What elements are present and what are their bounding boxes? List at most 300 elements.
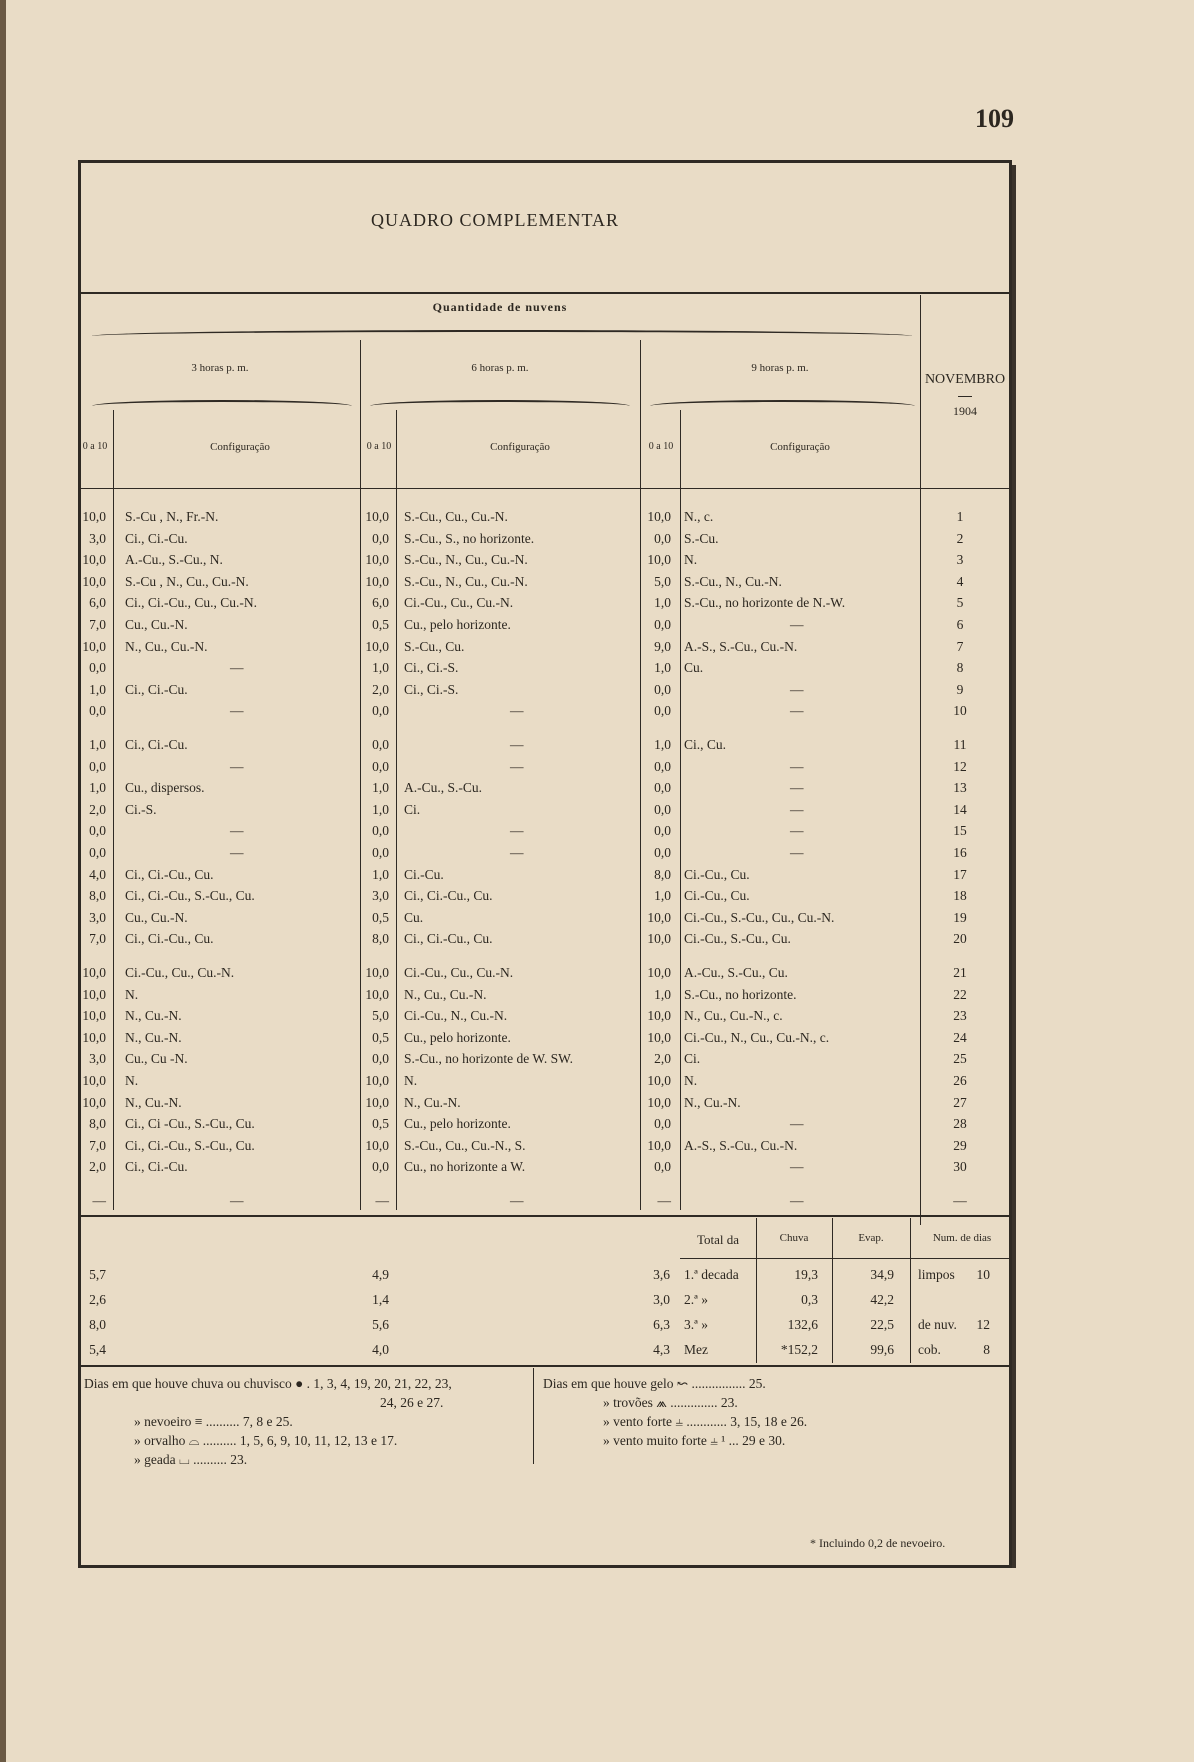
- cloud-config-3pm: Cu., Cu.-N.: [125, 909, 188, 925]
- summary-amount-3pm: 2,6: [89, 1292, 106, 1307]
- hour-header-3pm: 3 horas p. m.: [191, 362, 249, 374]
- table-row: [0, 777, 1194, 798]
- cloud-config-9pm: —: [790, 1159, 804, 1175]
- cloud-amount-6pm: 0,5: [372, 909, 389, 925]
- cloud-config-3pm: Ci., Ci.-Cu., S.-Cu., Cu.: [125, 888, 255, 904]
- cloud-config-9pm: Ci., Cu.: [684, 737, 727, 752]
- cloud-amount-9pm: 1,0: [654, 737, 671, 752]
- cloud-amount-9pm: 2,0: [654, 1051, 671, 1067]
- cloud-amount-3pm: 0,0: [89, 758, 106, 774]
- year-label: 1904: [953, 404, 977, 418]
- cloud-config-3pm: Ci., Ci.-Cu., S.-Cu., Cu.: [125, 1137, 255, 1153]
- summary-amount-9pm: 3,6: [653, 1267, 670, 1282]
- table-row: [0, 679, 1194, 700]
- day-number: 21: [953, 965, 967, 980]
- cloud-config-6pm: —: [510, 758, 524, 774]
- cloud-config-6pm: —: [510, 737, 524, 752]
- cloud-config-6pm: S.-Cu., Cu.: [404, 638, 465, 654]
- summary-amount-9pm: 4,3: [653, 1342, 670, 1357]
- summary-header-divider: [680, 1258, 1010, 1259]
- summary-period: 1.ª decada: [684, 1267, 739, 1282]
- cloud-amount-9pm: 0,0: [654, 703, 671, 719]
- cloud-config-9pm: N., Cu., Cu.-N., c.: [684, 1008, 783, 1024]
- table-row: [0, 864, 1194, 885]
- section-brace: [92, 330, 912, 336]
- table-row: [0, 1156, 1194, 1177]
- cloud-config-3pm: N., Cu.-N.: [125, 1008, 182, 1024]
- table-row: [0, 1070, 1194, 1091]
- cloud-amount-9pm: 10,0: [647, 909, 671, 925]
- cloud-config-3pm: Cu., Cu.-N.: [125, 617, 188, 632]
- cloud-amount-6pm: 0,5: [372, 617, 389, 632]
- cloud-config-9pm: Ci.: [684, 1051, 701, 1067]
- cloud-amount-9pm: 0,0: [654, 758, 671, 774]
- cloud-amount-9pm: 10,0: [647, 931, 671, 947]
- cloud-config-3pm: Ci., Ci.-Cu.: [125, 530, 188, 546]
- table-row: [0, 657, 1194, 678]
- cloud-amount-6pm: 0,0: [372, 845, 389, 860]
- table-row: [0, 636, 1194, 657]
- cloud-config-9pm: N.: [684, 1073, 698, 1088]
- cloud-config-9pm: N., c.: [684, 509, 714, 524]
- cloud-amount-6pm: 10,0: [365, 573, 389, 589]
- table-row: [0, 962, 1194, 983]
- cloud-config-6pm: Ci.-Cu., Cu., Cu.-N.: [404, 965, 514, 980]
- day-number: 3: [956, 552, 964, 568]
- cloud-config-3pm: —: [230, 1193, 244, 1208]
- cloud-amount-6pm: —: [375, 1193, 389, 1208]
- summary-row: [0, 1287, 1194, 1312]
- cloud-amount-9pm: —: [657, 1193, 671, 1208]
- cloud-amount-9pm: 0,0: [654, 823, 671, 839]
- summary-amount-6pm: 1,4: [372, 1292, 389, 1307]
- cloud-amount-6pm: 1,0: [372, 801, 389, 817]
- cloud-config-6pm: A.-Cu., S.-Cu.: [404, 780, 483, 796]
- column-header-divider: [80, 488, 1010, 489]
- cloud-amount-3pm: —: [92, 1193, 106, 1208]
- cloud-amount-3pm: 4,0: [89, 866, 106, 882]
- cloud-amount-9pm: 8,0: [654, 866, 671, 882]
- cloud-config-6pm: N.: [404, 1073, 418, 1088]
- cloud-config-6pm: Ci.-Cu., N., Cu.-N.: [404, 1008, 508, 1024]
- cloud-amount-3pm: 10,0: [82, 638, 106, 654]
- summary-divider: [80, 1215, 1010, 1217]
- cloud-config-6pm: Cu., pelo horizonte.: [404, 1029, 511, 1045]
- cloud-amount-9pm: 10,0: [647, 965, 671, 980]
- cloud-config-9pm: Ci.-Cu., Cu.: [684, 888, 750, 904]
- cloud-config-6pm: Ci., Ci.-S.: [404, 681, 459, 697]
- table-row: [0, 592, 1194, 613]
- total-header: Total da: [696, 1232, 740, 1247]
- cloud-config-3pm: N., Cu.-N.: [125, 1029, 182, 1045]
- note-trovoes: » trovões ⩕ .............. 23.: [603, 1395, 738, 1410]
- cloud-amount-9pm: 10,0: [647, 1008, 671, 1024]
- cloud-amount-3pm: 10,0: [82, 573, 106, 589]
- cloud-config-3pm: Cu., Cu -N.: [125, 1051, 188, 1067]
- cloud-amount-9pm: 10,0: [647, 552, 671, 568]
- cloud-config-3pm: Ci., Ci.-Cu.: [125, 681, 188, 697]
- cloud-config-3pm: —: [230, 660, 244, 676]
- cloud-amount-3pm: 2,0: [89, 801, 106, 817]
- summary-chuva: *152,2: [780, 1342, 818, 1357]
- table-row: [0, 506, 1194, 527]
- day-number: 10: [953, 703, 967, 719]
- summary-amount-6pm: 4,9: [372, 1267, 389, 1282]
- cloud-config-3pm: Ci., Ci.-Cu.: [125, 737, 188, 752]
- cloud-amount-9pm: 9,0: [654, 638, 671, 654]
- hour-header-9pm: 9 horas p. m.: [751, 362, 809, 374]
- cloud-config-3pm: A.-Cu., S.-Cu., N.: [125, 552, 223, 568]
- cloud-amount-9pm: 0,0: [654, 780, 671, 796]
- cloud-config-3pm: —: [230, 703, 244, 719]
- hour-brace-3pm: [92, 400, 352, 406]
- summary-amount-9pm: 6,3: [653, 1317, 670, 1332]
- table-row: [0, 799, 1194, 820]
- cloud-config-9pm: S.-Cu.: [684, 530, 719, 546]
- day-number: 1: [956, 509, 964, 524]
- day-number: 17: [953, 866, 967, 882]
- day-number: 15: [953, 823, 967, 839]
- summary-row: [0, 1262, 1194, 1287]
- cloud-config-6pm: N., Cu.-N.: [404, 1094, 461, 1110]
- day-number: 28: [953, 1116, 967, 1132]
- day-number: 23: [953, 1008, 967, 1024]
- cloud-config-9pm: —: [790, 758, 804, 774]
- cloud-amount-3pm: 8,0: [89, 1116, 106, 1132]
- cloud-config-6pm: —: [510, 823, 524, 839]
- cloud-config-6pm: —: [510, 845, 524, 860]
- cloud-amount-3pm: 7,0: [89, 1137, 106, 1153]
- cloud-config-6pm: N., Cu., Cu.-N.: [404, 986, 487, 1002]
- cloud-amount-3pm: 10,0: [82, 986, 106, 1002]
- cloud-config-9pm: —: [790, 801, 804, 817]
- cloud-amount-6pm: 1,0: [372, 866, 389, 882]
- summary-evap: 42,2: [870, 1292, 894, 1307]
- cloud-amount-6pm: 0,0: [372, 823, 389, 839]
- cloud-config-6pm: S.-Cu., no horizonte de W. SW.: [404, 1051, 574, 1067]
- page-title: QUADRO COMPLEMENTAR: [370, 210, 620, 230]
- cloud-config-6pm: S.-Cu., Cu., Cu.-N., S.: [404, 1137, 526, 1153]
- day-number: 7: [956, 638, 964, 654]
- cloud-config-6pm: Cu., pelo horizonte.: [404, 1116, 511, 1132]
- num-dias-header: Num. de dias: [932, 1232, 992, 1244]
- cloud-amount-3pm: 10,0: [82, 552, 106, 568]
- cloud-amount-9pm: 1,0: [654, 660, 671, 676]
- cloud-amount-9pm: 1,0: [654, 986, 671, 1002]
- day-number: 26: [953, 1073, 967, 1088]
- cloud-config-9pm: A.-S., S.-Cu., Cu.-N.: [684, 1137, 798, 1153]
- cloud-amount-3pm: 10,0: [82, 965, 106, 980]
- evap-header: Evap.: [858, 1232, 884, 1244]
- cloud-config-3pm: Ci.-Cu., Cu., Cu.-N.: [125, 965, 235, 980]
- cloud-config-6pm: Ci.: [404, 801, 421, 817]
- note-orvalho: » orvalho ⌓ .......... 1, 5, 6, 9, 10, 11, 12, 13 e 17.: [134, 1433, 398, 1448]
- hour-header-6pm: 6 horas p. m.: [471, 362, 529, 374]
- month-dash: [958, 396, 972, 397]
- cloud-amount-9pm: 10,0: [647, 1094, 671, 1110]
- cloud-amount-6pm: 10,0: [365, 552, 389, 568]
- cloud-config-9pm: N.: [684, 552, 698, 568]
- summary-amount-3pm: 5,7: [89, 1267, 106, 1282]
- summary-dias-label: limpos: [918, 1267, 955, 1282]
- cloud-config-6pm: S.-Cu., N., Cu., Cu.-N.: [404, 573, 528, 589]
- cloud-amount-3pm: 1,0: [89, 780, 106, 796]
- cloud-amount-3pm: 0,0: [89, 823, 106, 839]
- cloud-config-9pm: —: [790, 845, 804, 860]
- cloud-amount-9pm: 0,0: [654, 845, 671, 860]
- cloud-config-9pm: —: [790, 681, 804, 697]
- summary-period: 3.ª »: [684, 1317, 708, 1332]
- table-row: [0, 820, 1194, 841]
- cloud-config-3pm: Ci., Ci.-Cu., Cu.: [125, 931, 214, 947]
- cloud-amount-3pm: 6,0: [89, 595, 106, 611]
- cloud-config-9pm: Ci.-Cu., S.-Cu., Cu.: [684, 931, 791, 947]
- cloud-amount-3pm: 3,0: [89, 1051, 106, 1067]
- note-vento-forte: » vento forte ⫨ ............ 3, 15, 18 e 26.: [603, 1414, 808, 1429]
- summary-evap: 34,9: [870, 1267, 894, 1282]
- cloud-amount-3pm: 7,0: [89, 931, 106, 947]
- cloud-config-6pm: S.-Cu., S., no horizonte.: [404, 530, 535, 546]
- cloud-amount-3pm: 10,0: [82, 1073, 106, 1088]
- day-number: —: [953, 1193, 967, 1208]
- cloud-config-9pm: —: [790, 823, 804, 839]
- scale-header-6pm: 0 a 10: [366, 441, 392, 452]
- day-number: 22: [953, 986, 967, 1002]
- cloud-amount-6pm: 10,0: [365, 986, 389, 1002]
- summary-evap: 22,5: [870, 1317, 894, 1332]
- summary-period: Mez: [684, 1342, 708, 1357]
- table-row: [0, 700, 1194, 721]
- chuva-header: Chuva: [779, 1232, 809, 1244]
- day-number: 19: [953, 909, 967, 925]
- cloud-config-6pm: Cu.: [404, 909, 424, 925]
- cloud-config-6pm: Ci., Ci.-Cu., Cu.: [404, 888, 493, 904]
- cloud-config-9pm: —: [790, 780, 804, 796]
- cloud-amount-6pm: 0,0: [372, 530, 389, 546]
- table-row: [0, 885, 1194, 906]
- summary-dias: 12: [976, 1317, 990, 1332]
- summary-evap: 99,6: [870, 1342, 894, 1357]
- cloud-amount-9pm: 10,0: [647, 1137, 671, 1153]
- cloud-amount-6pm: 8,0: [372, 931, 389, 947]
- cloud-config-3pm: N.: [125, 1073, 139, 1088]
- cloud-amount-6pm: 1,0: [372, 660, 389, 676]
- cloud-amount-6pm: 1,0: [372, 780, 389, 796]
- cloud-config-6pm: Ci.-Cu.: [404, 866, 444, 882]
- cloud-config-6pm: Cu., pelo horizonte.: [404, 617, 511, 632]
- cloud-config-3pm: N., Cu.-N.: [125, 1094, 182, 1110]
- summary-amount-3pm: 8,0: [89, 1317, 106, 1332]
- table-row: [0, 571, 1194, 592]
- table-row: [0, 928, 1194, 949]
- cloud-amount-3pm: 3,0: [89, 530, 106, 546]
- cloud-amount-3pm: 1,0: [89, 737, 106, 752]
- cloud-amount-3pm: 10,0: [82, 1094, 106, 1110]
- cloud-config-9pm: A.-S., S.-Cu., Cu.-N.: [684, 638, 798, 654]
- cloud-amount-9pm: 10,0: [647, 509, 671, 524]
- cloud-config-3pm: Ci., Ci -Cu., S.-Cu., Cu.: [125, 1116, 255, 1132]
- day-number: 12: [953, 758, 967, 774]
- day-number: 8: [956, 660, 964, 676]
- cloud-amount-3pm: 0,0: [89, 845, 106, 860]
- cloud-amount-6pm: 0,0: [372, 1159, 389, 1175]
- cloud-amount-6pm: 0,0: [372, 703, 389, 719]
- cloud-config-3pm: Cu., dispersos.: [125, 780, 205, 796]
- cloud-config-3pm: Ci., Ci.-Cu., Cu., Cu.-N.: [125, 595, 258, 611]
- footnote: * Incluindo 0,2 de nevoeiro.: [810, 1536, 946, 1550]
- cloud-amount-6pm: 0,5: [372, 1116, 389, 1132]
- table-row: [0, 1092, 1194, 1113]
- config-header-6pm: Configuração: [490, 441, 550, 453]
- table-row: [0, 842, 1194, 863]
- page-number: 109: [975, 104, 1014, 133]
- cloud-amount-3pm: 1,0: [89, 681, 106, 697]
- cloud-config-3pm: —: [230, 845, 244, 860]
- cloud-amount-3pm: 10,0: [82, 1008, 106, 1024]
- cloud-amount-6pm: 10,0: [365, 638, 389, 654]
- cloud-config-3pm: S.-Cu , N., Fr.-N.: [125, 509, 219, 524]
- summary-dias-label: cob.: [918, 1342, 941, 1357]
- summary-dias-label: de nuv.: [918, 1317, 957, 1332]
- cloud-amount-9pm: 1,0: [654, 888, 671, 904]
- cloud-amount-6pm: 5,0: [372, 1008, 389, 1024]
- cloud-amount-3pm: 2,0: [89, 1159, 106, 1175]
- day-number: 25: [953, 1051, 967, 1067]
- cloud-amount-9pm: 5,0: [654, 573, 671, 589]
- note-geada: » geada ⌴ .......... 23.: [134, 1452, 248, 1467]
- cloud-amount-6pm: 2,0: [372, 681, 389, 697]
- cloud-amount-6pm: 10,0: [365, 1137, 389, 1153]
- cloud-amount-6pm: 10,0: [365, 1094, 389, 1110]
- cloud-config-3pm: Ci., Ci.-Cu., Cu.: [125, 866, 214, 882]
- day-number: 9: [956, 681, 964, 697]
- cloud-config-6pm: Ci., Ci.-S.: [404, 660, 459, 676]
- cloud-config-9pm: S.-Cu., no horizonte.: [684, 986, 797, 1002]
- summary-chuva: 132,6: [787, 1317, 818, 1332]
- table-row: [0, 1048, 1194, 1069]
- hour-brace-6pm: [370, 400, 630, 406]
- summary-amount-3pm: 5,4: [89, 1342, 106, 1357]
- summary-amount-9pm: 3,0: [653, 1292, 670, 1307]
- table-row: [0, 614, 1194, 635]
- cloud-amount-6pm: 0,0: [372, 758, 389, 774]
- cloud-config-9pm: S.-Cu., N., Cu.-N.: [684, 573, 782, 589]
- cloud-amount-3pm: 0,0: [89, 703, 106, 719]
- cloud-config-9pm: —: [790, 703, 804, 719]
- table-row: [0, 528, 1194, 549]
- cloud-amount-9pm: 0,0: [654, 617, 671, 632]
- hour-brace-9pm: [650, 400, 915, 406]
- table-row: [0, 1190, 1194, 1211]
- day-number: 16: [953, 845, 967, 860]
- cloud-amount-6pm: 0,0: [372, 737, 389, 752]
- day-number: 13: [953, 780, 967, 796]
- month-label: NOVEMBRO: [924, 372, 1006, 387]
- day-number: 5: [956, 595, 964, 611]
- day-number: 18: [953, 888, 967, 904]
- cloud-config-6pm: S.-Cu., N., Cu., Cu.-N.: [404, 552, 528, 568]
- cloud-amount-6pm: 3,0: [372, 888, 389, 904]
- day-number: 2: [956, 530, 964, 546]
- day-number: 24: [953, 1029, 967, 1045]
- cloud-config-3pm: —: [230, 758, 244, 774]
- scale-header-9pm: 0 a 10: [648, 441, 674, 452]
- table-row: [0, 549, 1194, 570]
- summary-chuva: 0,3: [801, 1292, 818, 1307]
- cloud-amount-9pm: 10,0: [647, 1029, 671, 1045]
- summary-dias: 8: [983, 1342, 990, 1357]
- cloud-config-9pm: Ci.-Cu., N., Cu., Cu.-N., c.: [684, 1029, 830, 1045]
- cloud-config-6pm: Cu., no horizonte a W.: [404, 1159, 526, 1175]
- table-row: [0, 984, 1194, 1005]
- cloud-amount-3pm: 10,0: [82, 509, 106, 524]
- cloud-config-3pm: S.-Cu , N., Cu., Cu.-N.: [125, 573, 249, 589]
- note-vento-muito-forte: » vento muito forte ⫨ ¹ ... 29 e 30.: [603, 1433, 786, 1448]
- cloud-config-9pm: Ci.-Cu., Cu.: [684, 866, 750, 882]
- table-row: [0, 1135, 1194, 1156]
- day-number: 11: [953, 737, 967, 752]
- day-number: 30: [953, 1159, 967, 1175]
- note-nevoeiro: » nevoeiro ≡ .......... 7, 8 e 25.: [134, 1414, 293, 1429]
- cloud-amount-6pm: 6,0: [372, 595, 389, 611]
- cloud-config-3pm: Ci., Ci.-Cu.: [125, 1159, 188, 1175]
- cloud-amount-6pm: 10,0: [365, 1073, 389, 1088]
- cloud-config-3pm: N., Cu., Cu.-N.: [125, 638, 208, 654]
- cloud-config-9pm: —: [790, 1116, 804, 1132]
- cloud-amount-3pm: 7,0: [89, 617, 106, 632]
- cloud-config-9pm: Ci.-Cu., S.-Cu., Cu., Cu.-N.: [684, 909, 835, 925]
- cloud-config-6pm: —: [510, 1193, 524, 1208]
- cloud-amount-3pm: 10,0: [82, 1029, 106, 1045]
- table-row: [0, 734, 1194, 755]
- summary-dias: 10: [976, 1267, 990, 1282]
- config-header-9pm: Configuração: [770, 441, 830, 453]
- day-number: 20: [953, 931, 967, 947]
- cloud-amount-9pm: 1,0: [654, 595, 671, 611]
- cloud-amount-9pm: 0,0: [654, 530, 671, 546]
- cloud-config-6pm: —: [510, 703, 524, 719]
- table-row: [0, 1113, 1194, 1134]
- scale-header-3pm: 0 a 10: [82, 441, 108, 452]
- notes-col-divider: [533, 1368, 534, 1464]
- header-divider: [80, 292, 1010, 294]
- cloud-amount-3pm: 3,0: [89, 909, 106, 925]
- summary-amount-6pm: 4,0: [372, 1342, 389, 1357]
- cloud-amount-6pm: 0,5: [372, 1029, 389, 1045]
- cloud-amount-3pm: 8,0: [89, 888, 106, 904]
- cloud-config-3pm: N.: [125, 986, 139, 1002]
- config-header-3pm: Configuração: [210, 441, 270, 453]
- summary-period: 2.ª »: [684, 1292, 708, 1307]
- cloud-config-6pm: S.-Cu., Cu., Cu.-N.: [404, 509, 508, 524]
- section-header: Quantidade de nuvens: [432, 300, 568, 314]
- cloud-config-9pm: Cu.: [684, 660, 704, 676]
- cloud-amount-9pm: 0,0: [654, 801, 671, 817]
- cloud-amount-9pm: 0,0: [654, 681, 671, 697]
- cloud-amount-6pm: 0,0: [372, 1051, 389, 1067]
- cloud-config-9pm: N., Cu.-N.: [684, 1094, 741, 1110]
- day-number: 6: [956, 617, 964, 632]
- cloud-amount-9pm: 0,0: [654, 1116, 671, 1132]
- cloud-amount-9pm: 10,0: [647, 1073, 671, 1088]
- cloud-config-3pm: Ci.-S.: [125, 801, 157, 817]
- cloud-config-9pm: —: [790, 617, 804, 632]
- notes-divider: [80, 1365, 1010, 1367]
- cloud-config-6pm: Ci., Ci.-Cu., Cu.: [404, 931, 493, 947]
- day-number: 4: [956, 573, 964, 589]
- cloud-config-3pm: —: [230, 823, 244, 839]
- summary-chuva: 19,3: [794, 1267, 818, 1282]
